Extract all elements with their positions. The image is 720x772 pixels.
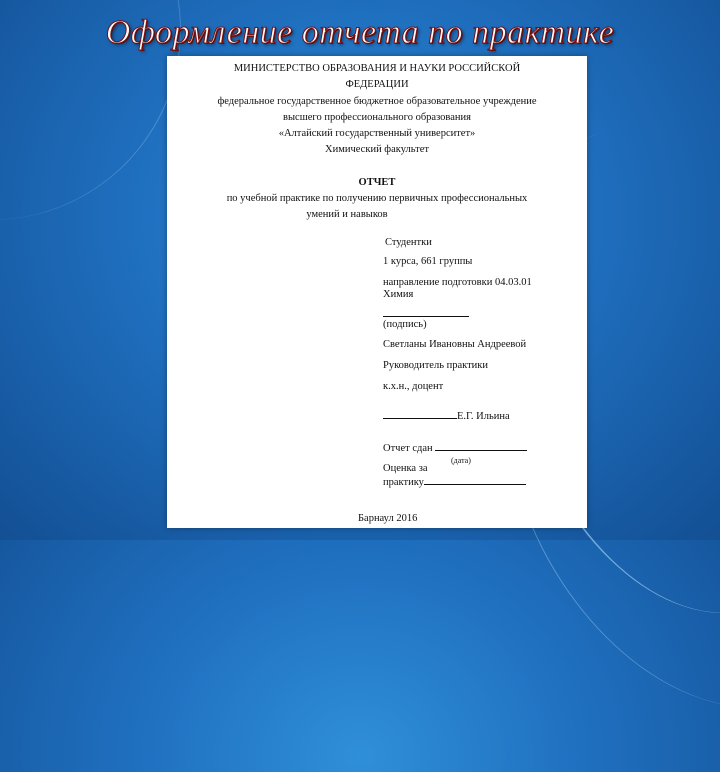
- footer-city-year: Барнаул 2016: [358, 513, 418, 524]
- supervisor-signature: [383, 408, 510, 423]
- report-subtitle-2: умений и навыков: [306, 209, 388, 220]
- student-label: Студентки: [385, 237, 432, 248]
- direction-name: Химия: [383, 289, 414, 300]
- supervisor-name: Е.Г. Ильина: [457, 411, 510, 422]
- direction-line: направление подготовки 04.03.01: [383, 277, 532, 288]
- university-name: «Алтайский государственный университет»: [278, 128, 476, 139]
- course-group: 1 курса, 661 группы: [383, 256, 473, 267]
- institution-type: федеральное государственное бюджетное образовательное учреждение: [217, 96, 537, 107]
- date-hint: (дата): [451, 456, 471, 465]
- grade-label-2: практику: [383, 477, 424, 488]
- supervisor-label: Руководитель практики: [383, 360, 489, 371]
- report-title: ОТЧЕТ: [358, 177, 396, 188]
- signature-hint: (подпись): [383, 319, 427, 330]
- report-subtitle-1: по учебной практике по получению первичных профессиональных: [226, 193, 528, 204]
- slide-title: Оформление отчета по практике: [105, 14, 615, 51]
- submitted-row: [383, 440, 527, 455]
- ministry-line-2: ФЕДЕРАЦИИ: [345, 79, 409, 90]
- grade-row: [383, 474, 526, 489]
- education-level: высшего профессионального образования: [283, 112, 471, 123]
- document-page: [167, 56, 587, 528]
- supervisor-degree: к.х.н., доцент: [383, 381, 444, 392]
- faculty-name: Химический факультет: [325, 144, 429, 155]
- student-name: Светланы Ивановны Андреевой: [383, 339, 527, 350]
- ministry-line: МИНИСТЕРСТВО ОБРАЗОВАНИЯ И НАУКИ РОССИЙСКОЙ: [233, 63, 521, 74]
- grade-label-1: Оценка за: [383, 463, 428, 474]
- submitted-label: Отчет сдан: [383, 443, 433, 454]
